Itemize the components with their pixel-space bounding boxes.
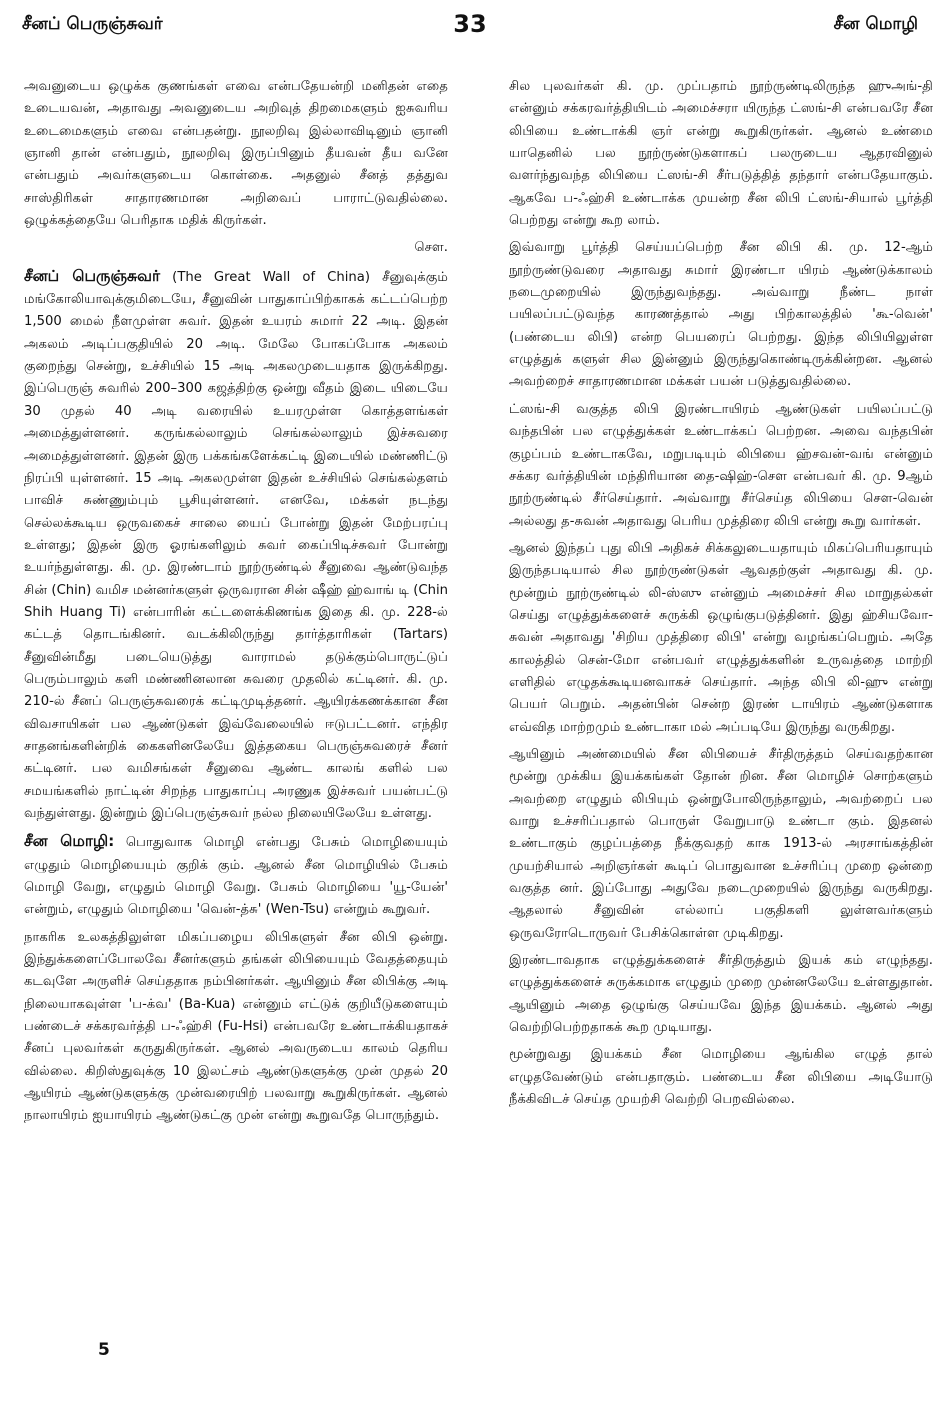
entry-chinese-language-body: பொதுவாக மொழி என்பது பேசும் மொழியையும் எழுதும் மொழியையும் குறிக் கும். ஆனல் சீன மொழியில் பேசும் மொழி வேறு, எழுதும் மொழி வேறு. பேசும் மொழியை 'யூ-யேன்' என்றும், எழுதும் மொழியை 'வென்-த்சு' (Wen-Tsu) என்றும் கூறுவர். bbox=[24, 835, 448, 918]
entry-great-wall-body: (The Great Wall of China) சீனுவுக்கும் மங்கோலியாவுக்குமிடையே, சீனுவின் பாதுகாப்பிற்காகக் கட்டப்பெற்ற 1,500 மைல் நீளமுள்ள சுவர். இதன் உயரம் சுமார் 22 அடி. இதன் அகலம் அடிப்பகுதியில் 20 அடி. மேலே போகப்போக அகலம் குறைந்து சென்று, உச்சியில் 15 அடி அகலமுடையதாக இருக்கிறது. இப்பெருஞ் சுவரில் 200–300 கஜத்திற்கு ஒன்று வீதம் இடை யிடையே 30 முதல் 40 அடி வரையில் உயரமுள்ள கொத்தளங்கள் அமைத்துள்ளனர். கருங்கல்லாலும் செங்கல்லாலும் இச்சுவரை அமைத்துள்ளனர். இதன் இரு பக்கங்களேக்கட்டி இடையில் மண்ணிட்டு நிரப்பி யுள்ளனர். 15 அடி அகலமுள்ள இதன் உச்சியில் செங்கல்தளம் பாவிச் சுண்ணும்பும் பூசியுள்ளனர். எனவே, மக்கள் நடந்து செல்லக்கூடிய ஒருவகைச் சாலை யைப் போன்று இதன் மேற்பரப்பு உள்ளது; இதன் இரு ஓரங்களிலும் சுவர் கைப்பிடிச்சுவர் போன்று உயர்ந்துள்ளது. கி. மு. இரண்டாம் நூற்ருண்டில் சீனுவை ஆண்டுவந்த சின் (Chin) வமிச மன்னர்களுள் ஒருவரான சின் ஷீஹ் ஹ்வாங் டி (Chin Shih Huang Ti) என்பாரின் கட்டளைக்கிணங்க இதை கி. மு. 228-ல் கட்டத் தொடங்கினர். வடக்கிலிருந்து தார்த்தாரிகள் (Tartars) சீனுவின்மீது படையெடுத்து வாராமல் தடுக்கும்பொருட்டுப் பெரும்பாலும் களி மண்ணினலான சுவரை முதலில் கட்டினர். கி. மு. 210-ல் சீனப் பெருஞ்சுவரைக் கட்டிமுடித்தனர். ஆயிரக்கணக்கான சீன விவசாயிகள் பல ஆண்டுகள் இவ்வேலையில் ஈடுபட்டனர். எந்திர சாதனங்களின்றிக் கைகளினலேயே இத்தகைய பெருஞ்சுவரைச் சீனர் கட்டினர். பல வமிசங்கள் சீனுவை ஆண்ட காலங் களில் பல சமயங்களில் நாட்டின் சிறந்த பாதுகாப்பு அரணுக இச்சுவர் பயன்பட்டு வந்துள்ளது. இன்றும் இப்பெருஞ்சுவர் நல்ல நிலையிலேயே உள்ளது. bbox=[24, 269, 448, 821]
paragraph-ku-wen: இவ்வாறு பூர்த்தி செய்யப்பெற்ற சீன லிபி கி. மு. 12-ஆம் நூற்ருண்டுவரை அதாவது சுமார் இரண்டா யிரம் ஆண்டுக்காலம் நடைமுறையில் இருந்துவந்தது. அவ்வாறு நீண்ட நாள் பயிலப்பட்டுவந்த காரணத்தால் அது பிற்காலத்தில் 'கூ-வென்' (பண்டைய லிபி) என்ற பெயரைப் பெற்றது. இந்த லிபியிலுள்ள எழுத்துக் களுள் சில இன்னும் இருந்துகொண்டிருக்கின்றன. ஆனல் அவற்றைச் சாதாரணமான மக்கள் பயன் படுத்துவதில்லை. bbox=[509, 240, 933, 390]
running-head-right: சீன மொழி bbox=[833, 14, 918, 34]
paragraph-ethics: அவனுடைய ஒழுக்க குணங்கள் எவை என்பதேயன்றி மனிதன் எதை உடையவன், அதாவது அவனுடைய அறிவுத் திறமைகளும் ஐசுவரிய உடைமைகளும் எவை என்பதன்று. நூலறிவு இல்லாவிடினும் ஞானி ஞானி தான் என்பதும், நூலறிவு இருப்பினும் தீயவன் தீய வனே என்பதும் அவர்களுடைய கொள்கை. அதனுல் சீனத் தத்துவ சாஸ்திரிகள் சாதாரணமான அறிவைப் பாராட்டுவதில்லை. ஒழுக்கத்தையே பெரிதாக மதிக் கிருர்கள். bbox=[24, 79, 448, 229]
paragraph-script-origin: நாகரிக உலகத்திலுள்ள மிகப்பழைய லிபிகளுள் சீன லிபி ஒன்று. இந்துக்களைப்போலவே சீனர்களும் தங்கள் லிபியையும் வேதத்தையும் கடவுளே அருளிச் செய்ததாக நம்பினர்கள். ஆயினும் சீன லிபிக்கு அடி நிலையாகவுள்ள 'ப-க்வ' (Ba-Kua) என்னும் எட்டுக் குறியீடுகளையும் பண்டைச் சக்கரவர்த்தி ப-ஃஹ்சி (Fu-Hsi) என்பவரே உண்டாக்கியதாகச் சீனப் புலவர்கள் கருதுகிருர்கள். ஆனல் அவருடைய காலம் தெரிய வில்லை. கிறிஸ்துவுக்கு 10 இலட்சம் ஆண்டுகளுக்கு முன் முதல் 20 ஆயிரம் ஆண்டுகளுக்கு முன்வரையிற் பலவாறு கூறுகிருர்கள். ஆனல் நாலாயிரம் ஐயாயிரம் ஆண்டுகட்கு முன் என்று கூறுவதே பொருந்தும். bbox=[24, 929, 448, 1124]
entry-chinese-language bbox=[24, 830, 448, 921]
paragraph-great-seal: ட்ஸங்-சி வகுத்த லிபி இரண்டாயிரம் ஆண்டுகள் பயிலப்பட்டு வந்தபின் பல எழுத்துக்கள் உண்டாக்கப் பெற்றன. அவை வந்தபின் குழப்பம் உண்டாகவே, மறுபடியும் லிபியை ஹ்சவன்-வங் என்னும் சக்கர வர்த்தியின் மந்திரியான தை-ஷிஹ்-செள என்பவர் கி. மு. 9ஆம் நூற்ருண்டில் சீர்செய்தார். அவ்வாறு சீர்செய்த லிபியை செள-வென் அல்லது த-சுவன் அதாவது பெரிய முத்திரை லிபி என்று கூறு வார்கள். bbox=[509, 401, 933, 529]
paragraph-reform-pronunciation: ஆயினும் அண்மையில் சீன லிபியைச் சீர்திருத்தம் செய்வதற்கான மூன்று முக்கிய இயக்கங்கள் தோன் றின. சீன மொழிச் சொற்களும் அவற்றை எழுதும் லிபியும் ஒன்றுபோலிருந்தாலும், அவற்றைப் பல வாறு உச்சரிப்பதால் பொருள் வேறுபாடு உண்டா கும். இதனல் உண்டாகும் குழப்பத்தை நீக்குவதற் காக 1913-ல் அரசாங்கத்தின் முயற்சியால் அறிஞர்கள் கூடிப் பொதுவான உச்சரிப்பு முறை ஒன்றை வகுத்த னர். இப்போது அதுவே நடைமுறையில் இருந்து வருகிறது. ஆதலால் சீனுவின் எல்லாப் பகுதிகளி லுள்ளவர்களும் ஒருவரோடொருவர் பேசிக்கொள்ள முடிகிறது. bbox=[509, 746, 933, 941]
running-head-left: சீனப் பெருஞ்சுவர் bbox=[22, 14, 163, 34]
author-initials: செள. bbox=[414, 240, 448, 256]
page-number: 33 bbox=[453, 10, 487, 38]
paragraph-reform-romanization: மூன்றுவது இயக்கம் சீன மொழியை ஆங்கில எழுத் தால் எழுதவேண்டும் என்பதாகும். பண்டைய சீன லிபியை அடியோடு நீக்கிவிடச் செய்த முயற்சி வெற்றி பெறவில்லை. bbox=[509, 1047, 933, 1108]
headword-chinese-language: சீன மொழி: bbox=[24, 832, 115, 851]
left-column bbox=[24, 76, 448, 1133]
entry-great-wall bbox=[24, 265, 448, 826]
headword-great-wall: சீனப் பெருஞ்சுவர் bbox=[24, 266, 161, 285]
paragraph-reform-characters: இரண்டாவதாக எழுத்துக்களைச் சீர்திருத்தும் இயக் கம் எழுந்தது. எழுத்துக்களைச் சுருக்கமாக எழுதும் முறை முன்னலேயே உள்ளதுதான். ஆயினும் அதை ஒழுங்கு செய்யவே இந்த இயக்கம். ஆனல் அது வெற்றிபெற்றதாகக் கூற முடியாது. bbox=[509, 953, 933, 1036]
signature-mark: 5 bbox=[98, 1340, 110, 1360]
paragraph-tsang-chi: சில புலவர்கள் கி. மு. முப்பதாம் நூற்ருண்டிலிருந்த ஹுஅங்-தி என்னும் சக்கரவர்த்தியிடம் அமைச்சரா யிருந்த ட்ஸங்-சி என்பவரே சீன லிபியை உண்டாக்கி ஞர் என்று கூறுகிருர்கள். ஆனல் உண்மை யாதெனில் பல நூற்ருண்டுகளாகப் பலருடைய ஆதரவினுல் வளர்ந்துவந்த லிபியை ட்ஸங்-சி சீர்படுத்தித் தந்தார் என்பதேயாகும். ஆகவே ப-ஃஹ்சி உண்டாக்க முயன்ற சீன லிபி ட்ஸங்-சியால் பூர்த்தி பெற்றது என்று கூற லாம். bbox=[509, 79, 933, 229]
right-column bbox=[509, 76, 933, 1116]
page-header bbox=[22, 6, 918, 42]
paragraph-small-seal: ஆனல் இந்தப் புது லிபி அதிகச் சிக்கலுடையதாயும் மிகப்பெரியதாயும் இருந்தபடியால் சில நூற்ருண்டுகள் ஆவதற்குள் அதாவது கி. மு. மூன்றும் நூற்ருண்டில் லி-ஸ்ஸு என்னும் அமைச்சர் சில மாறுதல்கள் செய்து எழுத்துக்களைச் சுருக்கி ஒழுங்குபடுத்தினர். இது ஹ்சியவோ-சுவன் அதாவது 'சிறிய முத்திரை லிபி' என்று வழங்கப்பெறும். அதே காலத்தில் சென்-மோ என்பவர் எழுத்துக்களின் உருவத்தை மாற்றி எளிதில் எழுதக்கூடியனவாகச் செய்தார். அந்த லிபி லி-ஹு என்று பெயர் பெறும். அதன்பின் சென்ற இரண் டாயிரம் ஆண்டுகளாக எவ்வித மாற்றமும் உண்டாகா மல் அப்படியே இருந்து வருகிறது. bbox=[509, 540, 933, 735]
